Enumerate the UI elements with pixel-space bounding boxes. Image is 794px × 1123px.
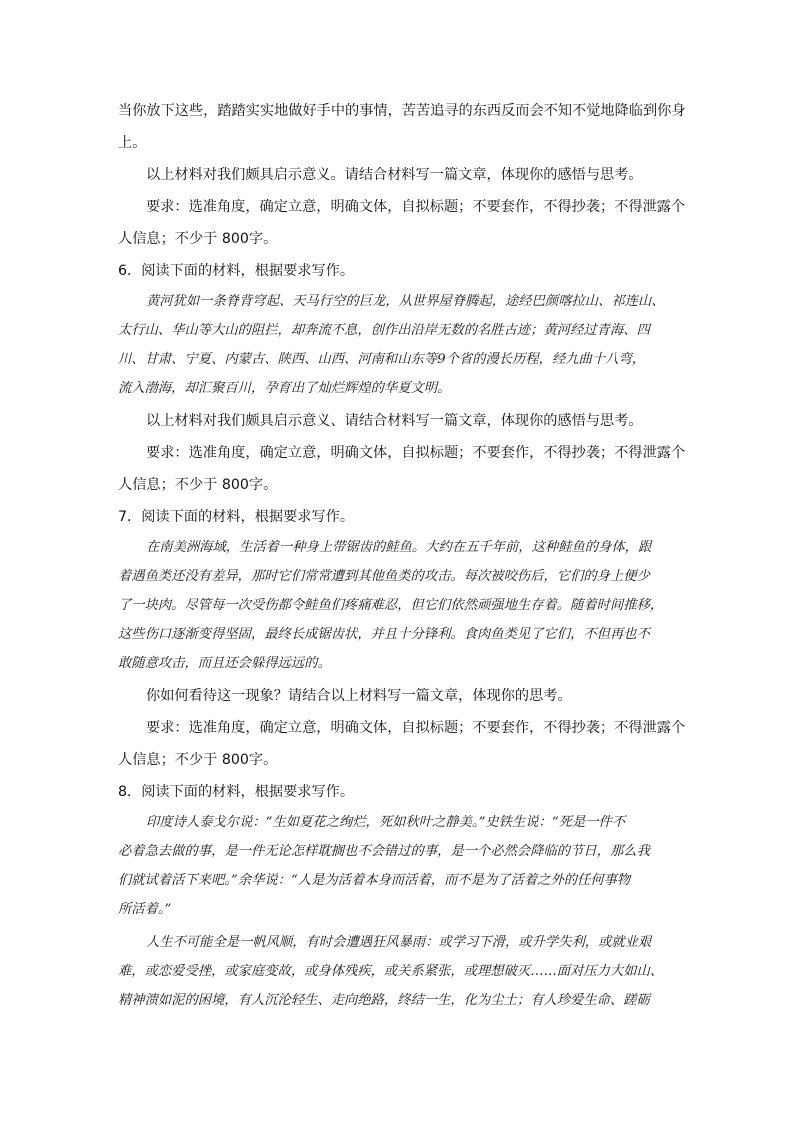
material-line: 太行山、华山等大山的阻拦，却奔流不息，创作出沿岸无数的名胜古迹；黄河经过青海、四: [118, 323, 650, 338]
material-line: 精神溃如泥的困境，有人沉沦轻生、走向绝路，终结一生，化为尘土；有人珍爱生命、蹉砺: [118, 993, 650, 1008]
material-line: 川、甘肃、宁夏、内蒙古、陕西、山西、河南和山东等9个省的漫长历程，经九曲十八弯，: [118, 352, 646, 367]
material-paragraph: 黄河犹如一条脊背穹起、天马行空的巨龙，从世界屋脊腾起，途经巴颜喀拉山、祁连山、: [146, 294, 665, 309]
material-line: 着遇鱼类还没有差异，那时它们常常遭到其他鱼类的攻击。每次被咬伤后，它们的身上便少: [118, 569, 650, 584]
requirements-paragraph: 要求：选准角度，确定立意，明确文体，自拟标题；不要套作，不得抄袭；不得泄露个: [146, 445, 686, 461]
question-heading: 6．阅读下面的材料，根据要求写作。: [118, 263, 355, 279]
material-line: 必着急去做的事，是一件无论怎样耽搁也不会错过的事，是一个必然会降临的节日，那么我: [118, 844, 650, 859]
prompt-paragraph: 你如何看待这一现象？请结合以上材料写一篇文章，体现你的思考。: [146, 688, 572, 704]
text-line: 人信息；不少于 800字。: [118, 231, 278, 247]
requirements-paragraph: 要求：选准角度，确定立意，明确文体，自拟标题；不要套作，不得抄袭；不得泄露个: [146, 199, 686, 215]
text-line: 人信息；不少于 800字。: [118, 477, 278, 493]
material-paragraph: 人生不可能全是一帆风顺，有时会遭遇狂风暴雨：或学习下滑，或升学失利，或就业艰: [146, 935, 652, 950]
prompt-paragraph: 以上材料对我们颇具启示意义。请结合材料写一篇文章，体现你的感悟与思考。: [146, 167, 643, 183]
material-line: 们就试着活下来吧。”余华说：“人是为活着本身而活着，而不是为了活着之外的任何事物: [118, 873, 631, 888]
text-line: 当你放下这些，踏踏实实地做好手中的事情，苦苦追寻的东西反而会不知不觉地降临到你身: [118, 103, 686, 119]
material-line: 流入渤海，却汇聚百川，孕育出了灿烂辉煌的华夏文明。: [118, 381, 451, 396]
text-line: 上。: [118, 135, 147, 151]
text-line: 人信息；不少于 800字。: [118, 752, 278, 768]
material-line: 敢随意攻击，而且还会躲得远远的。: [118, 656, 331, 671]
material-paragraph: 印度诗人泰戈尔说：“生如夏花之绚烂，死如秋叶之静美。”史铁生说：“死是一件不: [146, 815, 626, 830]
prompt-paragraph: 以上材料对我们颇具启示意义、请结合材料写一篇文章，体现你的感悟与思考。: [146, 413, 643, 429]
question-heading: 7．阅读下面的材料，根据要求写作。: [118, 509, 355, 525]
requirements-paragraph: 要求：选准角度，确定立意，明确文体，自拟标题；不要套作，不得抄袭；不得泄露个: [146, 720, 686, 736]
material-paragraph: 在南美洲海域，生活着一种身上带锯齿的鲑鱼。大约在五千年前，这种鲑鱼的身体，跟: [146, 540, 652, 555]
question-heading: 8．阅读下面的材料，根据要求写作。: [118, 784, 355, 800]
material-line: 所活着。”: [118, 902, 172, 917]
material-line: 了一块肉。尽管每一次受伤都令鲑鱼们疼痛难忍，但它们依然顽强地生存着。随着时间推移，: [118, 598, 664, 613]
material-line: 难，或恋爱受挫，或家庭变故，或身体残疾，或关系紧张，或理想破灭……面对压力大如山、: [118, 964, 664, 979]
material-line: 这些伤口逐渐变得坚固，最终长成锯齿状，并且十分锋利。食肉鱼类见了它们，不但再也不: [118, 627, 650, 642]
